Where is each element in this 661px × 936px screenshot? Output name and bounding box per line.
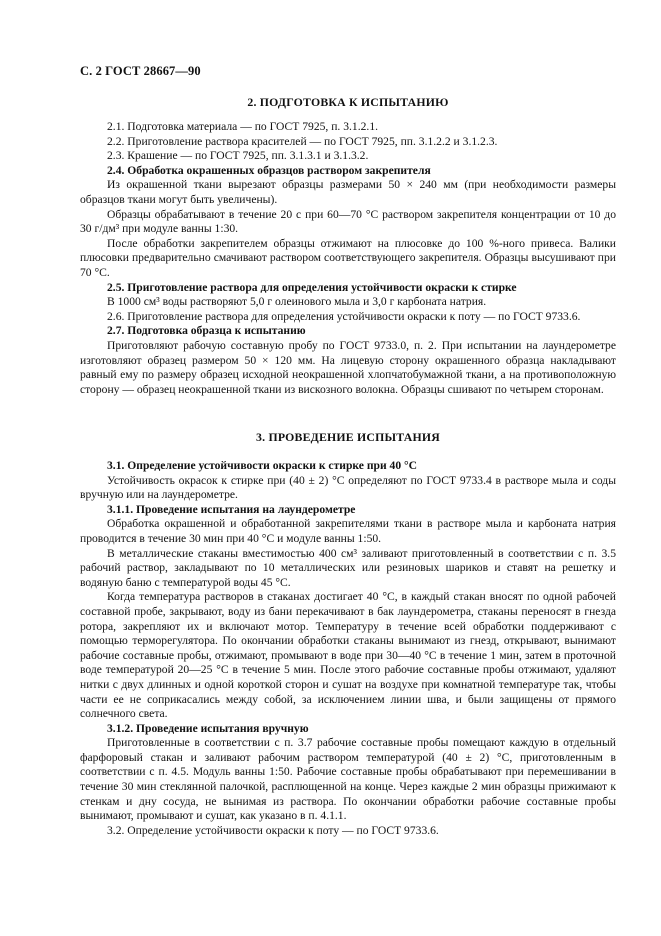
section-3-body bbox=[80, 459, 616, 838]
paragraph-2-6: 2.6. Приготовление раствора для определения устойчивости окраски к поту — по ГОСТ 9733.6. bbox=[107, 309, 581, 323]
paragraph-3-1-1-b: В металлические стаканы вместимостью 400 см³ заливают приготовленный в соответствии с п. 3.5 рабочий раствор, закладывают по 10 металлических или резиновых шариков и ставят на решетку и водяную баню с температурой воды 45 °С. bbox=[80, 546, 616, 589]
section-2-title: 2. ПОДГОТОВКА К ИСПЫТАНИЮ bbox=[247, 95, 449, 109]
paragraph-2-4-c: После обработки закрепителем образцы отжимают на плюсовке до 100 %-ного привеса. Валики плюсовки предварительно смачивают раствором соответствующего закрепителя. Образцы высушивают при 70 °С. bbox=[80, 236, 616, 279]
paragraph-2-2: 2.2. Приготовление раствора красителей — по ГОСТ 7925, пп. 3.1.2.2 и 3.1.2.3. bbox=[107, 134, 498, 148]
subheading-2-4: 2.4. Обработка окрашенных образцов раствором закрепителя bbox=[107, 163, 431, 177]
paragraph-2-4-a: Из окрашенной ткани вырезают образцы размерами 50 × 240 мм (при необходимости размеры образцов ткани могут быть увеличены). bbox=[80, 178, 616, 206]
subheading-2-5: 2.5. Приготовление раствора для определения устойчивости окраски к стирке bbox=[107, 280, 517, 294]
paragraph-3-1-2: Приготовленные в соответствии с п. 3.7 рабочие составные пробы помещают каждую в отдельный фарфоровый стакан и заливают рабочим раствором температурой (40 ± 2) °С, приготовленным в соответствии с п. 4.5. Модуль ванны 1:50. Рабочие составные пробы обрабатывают при перемешивании в течение 30 мин стеклянной палочкой, расплющенной на конце. Через каждые 2 мин образцы прижимают к стенкам и дну сосуда, не вынимая из раствора. По окончании обработки рабочие составные пробы вынимают, промывают и сушат, как указано в п. 4.1.1. bbox=[80, 736, 616, 823]
subheading-3-1-1: 3.1.1. Проведение испытания на лаундерометре bbox=[107, 502, 356, 516]
paragraph-3-1: Устойчивость окрасок к стирке при (40 ± 2) °С определяют по ГОСТ 9733.4 в растворе мыла и соды вручную или на лаундерометре. bbox=[80, 473, 616, 502]
section-3-heading bbox=[80, 430, 616, 445]
paragraph-2-5: В 1000 см³ воды растворяют 5,0 г олеинового мыла и 3,0 г карбоната натрия. bbox=[107, 295, 487, 309]
paragraph-3-2: 3.2. Определение устойчивости окраски к поту — по ГОСТ 9733.6. bbox=[107, 823, 439, 837]
section-2-body bbox=[80, 120, 616, 397]
section-2-heading bbox=[80, 95, 616, 110]
paragraph-2-3: 2.3. Крашение — по ГОСТ 7925, пп. 3.1.3.1 и 3.1.3.2. bbox=[107, 149, 369, 163]
paragraph-2-7: Приготовляют рабочую составную пробу по ГОСТ 9733.0, п. 2. При испытании на лаундерометре изготовляют образец размером 50 × 120 мм. На лицевую сторону окрашенного образца накладывают равный ему по размеру образец исходной неокрашенной хлопчатобумажной ткани, а на противоположную сторону — образец неокрашенной ткани из вискозного волокна. Образцы сшивают по четырем сторонам. bbox=[80, 338, 616, 396]
subheading-3-1: 3.1. Определение устойчивости окраски к стирке при 40 °С bbox=[107, 459, 418, 472]
subheading-2-7: 2.7. Подготовка образца к испытанию bbox=[107, 324, 306, 338]
paragraph-2-4-b: Образцы обрабатывают в течение 20 с при 60—70 °С раствором закрепителя концентрации от 10 до 30 г/дм³ при модуле ванны 1:30. bbox=[80, 207, 616, 236]
page-header: С. 2 ГОСТ 28667—90 bbox=[80, 64, 201, 78]
subheading-3-1-2: 3.1.2. Проведение испытания вручную bbox=[107, 721, 309, 735]
paragraph-3-1-1-a: Обработка окрашенной и обработанной закрепителями ткани в растворе мыла и карбоната натрия проводится в течение 30 мин при 40 °С и модуле ванны 1:50. bbox=[80, 517, 616, 545]
section-3-title: 3. ПРОВЕДЕНИЕ ИСПЫТАНИЯ bbox=[256, 430, 440, 444]
paragraph-3-1-1-c: Когда температура растворов в стаканах достигает 40 °С, в каждый стакан вносят по одной рабочей составной пробе, закрывают, воду из бани перекачивают в бак лаундерометра, стаканы переносят в гнезда ротора, закрепляют их и включают мотор. Температуру в течение всей обработки поддерживают с помощью терморегулятора. По окончании обработки стаканы вынимают из гнезд, открывают, вынимают рабочие составные пробы, отжимают, промывают в воде при 30—40 °С в течение 1 мин, затем в проточной воде температурой 20—25 °С в течение 5 мин. После этого рабочие составные пробы отжимают, удаляют нитки с двух длинных и одной короткой сторон и сушат на воздухе при комнатной температуре так, чтобы части ее не соприкасались между собой, за исключением линии шва, и были защищены от прямого солнечного света. bbox=[80, 590, 616, 721]
paragraph-2-1: 2.1. Подготовка материала — по ГОСТ 7925, п. 3.1.2.1. bbox=[107, 120, 379, 133]
